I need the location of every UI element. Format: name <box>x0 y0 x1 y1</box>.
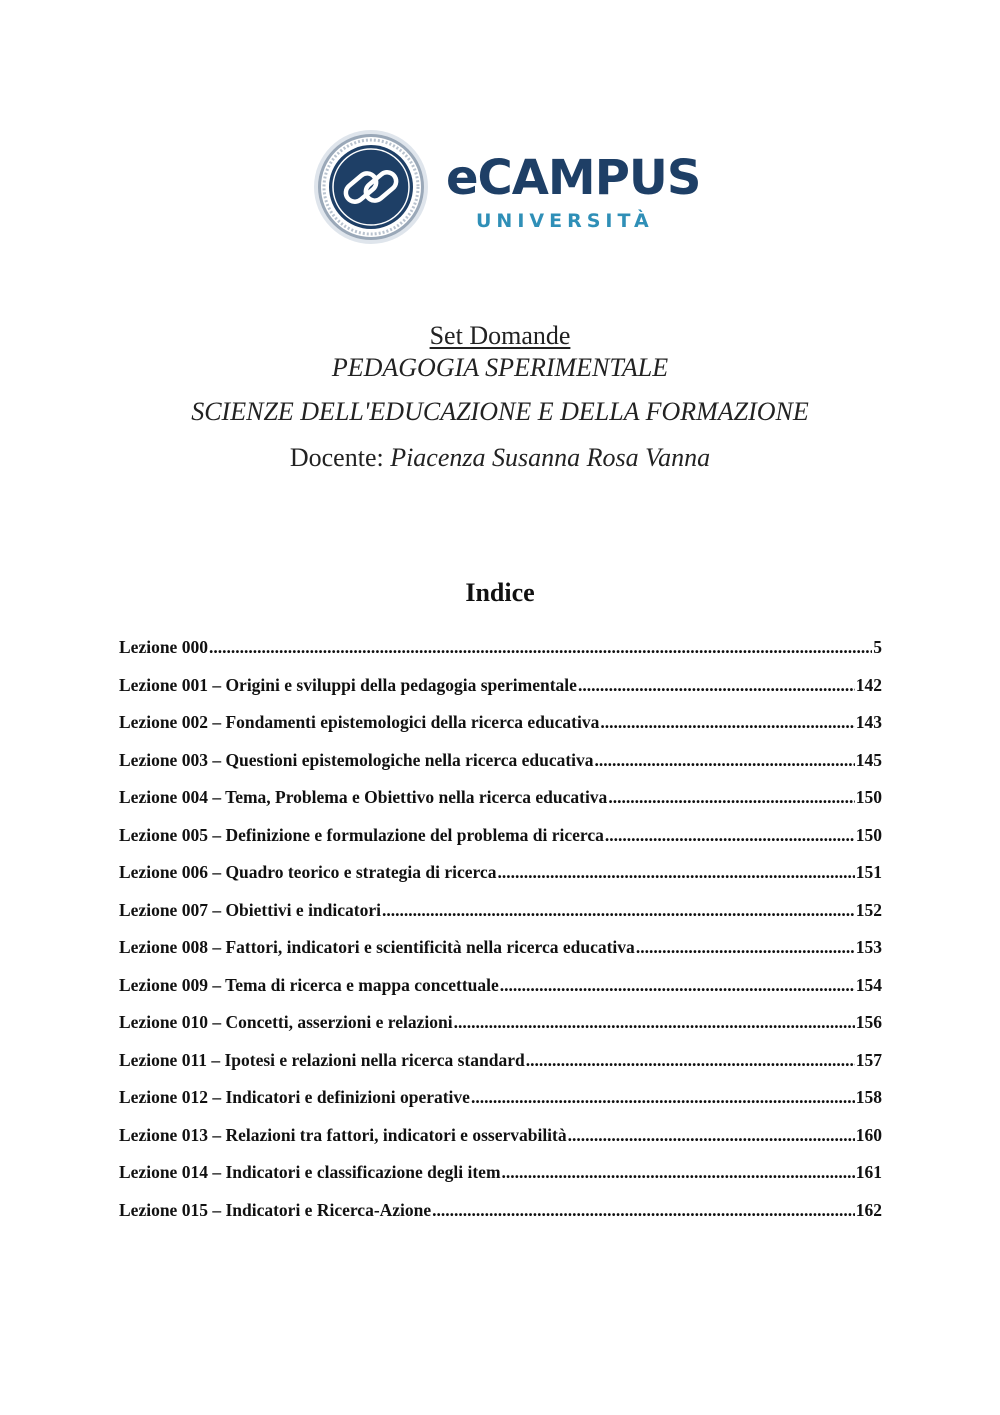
toc-entry[interactable] <box>119 637 882 675</box>
toc-entry-page: 142 <box>855 674 882 695</box>
toc-entry-page: 157 <box>855 1049 882 1070</box>
toc-entry-page: 162 <box>855 1199 882 1220</box>
toc-entry-label: Lezione 009 – Tema di ricerca e mappa concettuale <box>119 974 499 995</box>
toc-entry[interactable] <box>119 1012 882 1050</box>
toc-dot-leader <box>471 1087 855 1108</box>
toc-entry-label: Lezione 000 <box>119 637 208 657</box>
toc-entry-page: 151 <box>855 862 882 882</box>
toc-entry-label: Lezione 013 – Relazioni tra fattori, indicatori e osservabilità <box>119 1124 567 1145</box>
table-of-contents <box>119 637 882 1237</box>
ecampus-seal-icon <box>312 128 430 246</box>
toc-dot-leader <box>454 1012 855 1033</box>
toc-entry-page: 153 <box>855 937 882 957</box>
toc-entry[interactable] <box>119 825 882 863</box>
toc-entry[interactable] <box>119 862 882 900</box>
toc-dot-leader <box>209 637 872 658</box>
indice-title: Indice <box>465 578 535 607</box>
toc-entry-page: 161 <box>855 1162 882 1182</box>
toc-dot-leader <box>578 675 855 696</box>
docente-name: Piacenza Susanna Rosa Vanna <box>390 443 711 472</box>
toc-entry[interactable] <box>119 975 882 1013</box>
toc-dot-leader <box>500 975 855 996</box>
toc-entry-label: Lezione 003 – Questioni epistemologiche nella ricerca educativa <box>119 749 594 770</box>
toc-entry-page: 152 <box>855 899 882 920</box>
faculty-title: SCIENZE DELL'EDUCAZIONE E DELLA FORMAZIONE <box>191 397 809 426</box>
toc-dot-leader <box>526 1050 855 1071</box>
toc-entry[interactable] <box>119 675 882 713</box>
toc-entry-label: Lezione 014 – Indicatori e classificazione degli item <box>119 1162 501 1182</box>
docente-line <box>0 442 1000 474</box>
toc-entry-label: Lezione 012 – Indicatori e definizioni operative <box>119 1087 470 1107</box>
toc-entry-label: Lezione 011 – Ipotesi e relazioni nella ricerca standard <box>119 1049 525 1070</box>
course-title: PEDAGOGIA SPERIMENTALE <box>331 353 669 382</box>
toc-entry-page: 143 <box>855 712 882 732</box>
toc-entry[interactable] <box>119 1200 882 1238</box>
toc-entry-label: Lezione 001 – Origini e sviluppi della pedagogia sperimentale <box>119 674 577 695</box>
toc-entry-page: 160 <box>855 1124 882 1145</box>
toc-dot-leader <box>605 825 855 846</box>
toc-entry-page: 145 <box>855 749 882 770</box>
toc-entry-page: 5 <box>873 637 882 657</box>
toc-dot-leader <box>595 750 855 771</box>
toc-entry-label: Lezione 015 – Indicatori e Ricerca-Azione <box>119 1199 432 1220</box>
toc-entry[interactable] <box>119 787 882 825</box>
toc-entry[interactable] <box>119 750 882 788</box>
toc-entry-page: 158 <box>855 1087 882 1107</box>
set-domande-label: Set Domande <box>429 321 571 350</box>
toc-dot-leader <box>382 900 855 921</box>
toc-entry-page: 154 <box>855 974 882 995</box>
document-title-block <box>0 320 1000 474</box>
toc-entry-label: Lezione 007 – Obiettivi e indicatori <box>119 899 381 920</box>
toc-entry-page: 156 <box>855 1012 882 1032</box>
toc-dot-leader <box>502 1162 855 1183</box>
logo-brand-text: eCAMPUS <box>446 150 701 206</box>
toc-entry-label: Lezione 006 – Quadro teorico e strategia di ricerca <box>119 862 497 882</box>
toc-entry[interactable] <box>119 1125 882 1163</box>
toc-entry[interactable] <box>119 900 882 938</box>
ecampus-logo <box>312 128 712 248</box>
toc-entry-label: Lezione 004 – Tema, Problema e Obiettivo nella ricerca educativa <box>119 787 608 807</box>
toc-entry[interactable] <box>119 1162 882 1200</box>
toc-dot-leader <box>600 712 854 733</box>
toc-entry-label: Lezione 005 – Definizione e formulazione del problema di ricerca <box>119 824 604 845</box>
toc-dot-leader <box>497 862 854 883</box>
toc-entry[interactable] <box>119 1050 882 1088</box>
toc-entry-label: Lezione 010 – Concetti, asserzioni e relazioni <box>119 1012 453 1032</box>
logo-subtitle-text: UNIVERSITÀ <box>476 210 654 232</box>
toc-dot-leader <box>432 1200 855 1221</box>
toc-entry[interactable] <box>119 937 882 975</box>
docente-label: Docente: <box>289 443 384 472</box>
toc-entry-label: Lezione 008 – Fattori, indicatori e scientificità nella ricerca educativa <box>119 937 635 957</box>
toc-entry[interactable] <box>119 712 882 750</box>
toc-entry-page: 150 <box>855 787 882 807</box>
toc-dot-leader <box>608 787 854 808</box>
toc-entry[interactable] <box>119 1087 882 1125</box>
toc-dot-leader <box>636 937 855 958</box>
toc-entry-page: 150 <box>855 824 882 845</box>
toc-entry-label: Lezione 002 – Fondamenti epistemologici della ricerca educativa <box>119 712 600 732</box>
toc-dot-leader <box>568 1125 855 1146</box>
